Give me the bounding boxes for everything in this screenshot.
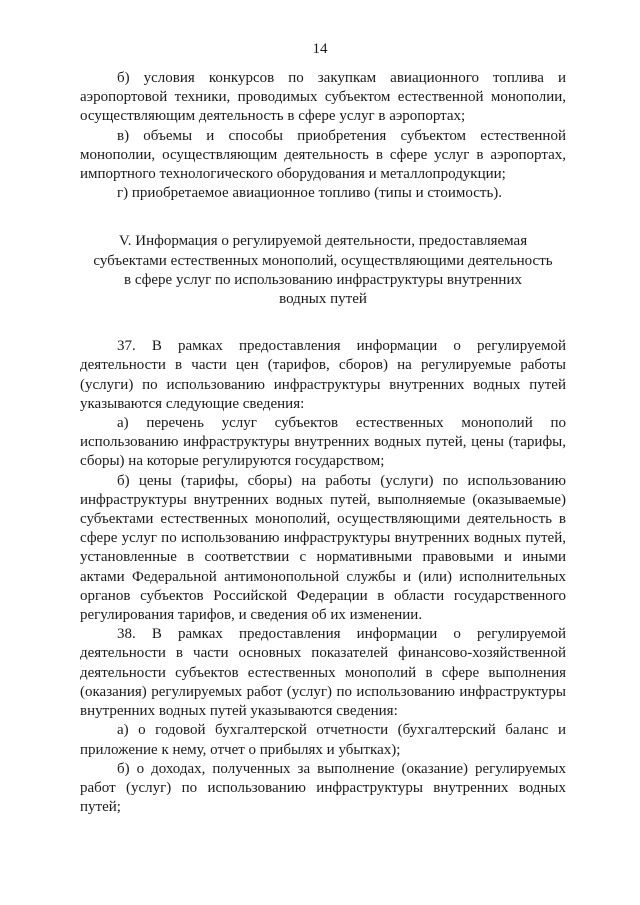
paragraph-38: 38. В рамках предоставления информации о регулируемой деятельности в части основных показателей финансово-хозяйственной деятельности субъектов естественных монополий в сфере выполнения (оказания) регулируемых работ (услуг) по использованию инфраструктуры внутренних водных путей указываются сведения:	[80, 626, 566, 720]
page-number: 14	[312, 41, 328, 57]
paragraph-37: 37. В рамках предоставления информации о регулируемой деятельности в части цен (тарифов, сборов) на регулируемые работы (услуги) по использованию инфраструктуры внутренних водных путей указываются следующие сведения:	[80, 338, 566, 412]
section-heading-line: в сфере услуг по использованию инфраструктуры внутренних	[123, 271, 522, 288]
paragraph-38-a: а) о годовой бухгалтерской отчетности (бухгалтерский баланс и приложение к нему, отчет о прибылях и убытках);	[80, 722, 566, 758]
paragraph-37-a: а) перечень услуг субъектов естественных монополий по использованию инфраструктуры внутренних водных путей, цены (тарифы, сборы) на которые регулируются государством;	[80, 415, 566, 470]
paragraph-b-airport-fuel-tenders: б) условия конкурсов по закупкам авиационного топлива и аэропортовой техники, проводимых субъектом естественной монополии, осуществляющим деятельность в сфере услуг в аэропортах;	[80, 70, 566, 125]
section-heading	[80, 232, 566, 309]
paragraph-v-import-equipment: в) объемы и способы приобретения субъектом естественной монополии, осуществляющим деятельность в сфере услуг в аэропортах, импортного технологического оборудования и металлопродукции;	[80, 127, 566, 183]
paragraph-g-aviation-fuel: г) приобретаемое авиационное топливо (типы и стоимость).	[117, 185, 503, 202]
section-heading-line: субъектами естественных монополий, осуществляющими деятельность	[93, 252, 553, 269]
paragraph-37-b: б) цены (тарифы, сборы) на работы (услуги) по использованию инфраструктуры внутренних водных путей, выполняемые (оказываемые) субъектами естественных монополий, осуществляющими деятельность в сфере услуг по использованию инфраструктуры внутренних водных путей, установленные в соответствии с нормативными правовыми и иными актами Федеральной антимонопольной службы и (или) исполнительных органов субъектов Российской Федерации в области государственного регулирования тарифов, и сведения об их изменении.	[80, 472, 566, 624]
section-heading-line: водных путей	[279, 291, 367, 308]
section-heading-line: V. Информация о регулируемой деятельности, предоставляемая	[118, 233, 528, 250]
paragraph-38-b: б) о доходах, полученных за выполнение (оказание) регулируемых работ (услуг) по использованию инфраструктуры внутренних водных путей;	[80, 760, 566, 816]
document-body	[80, 69, 566, 817]
